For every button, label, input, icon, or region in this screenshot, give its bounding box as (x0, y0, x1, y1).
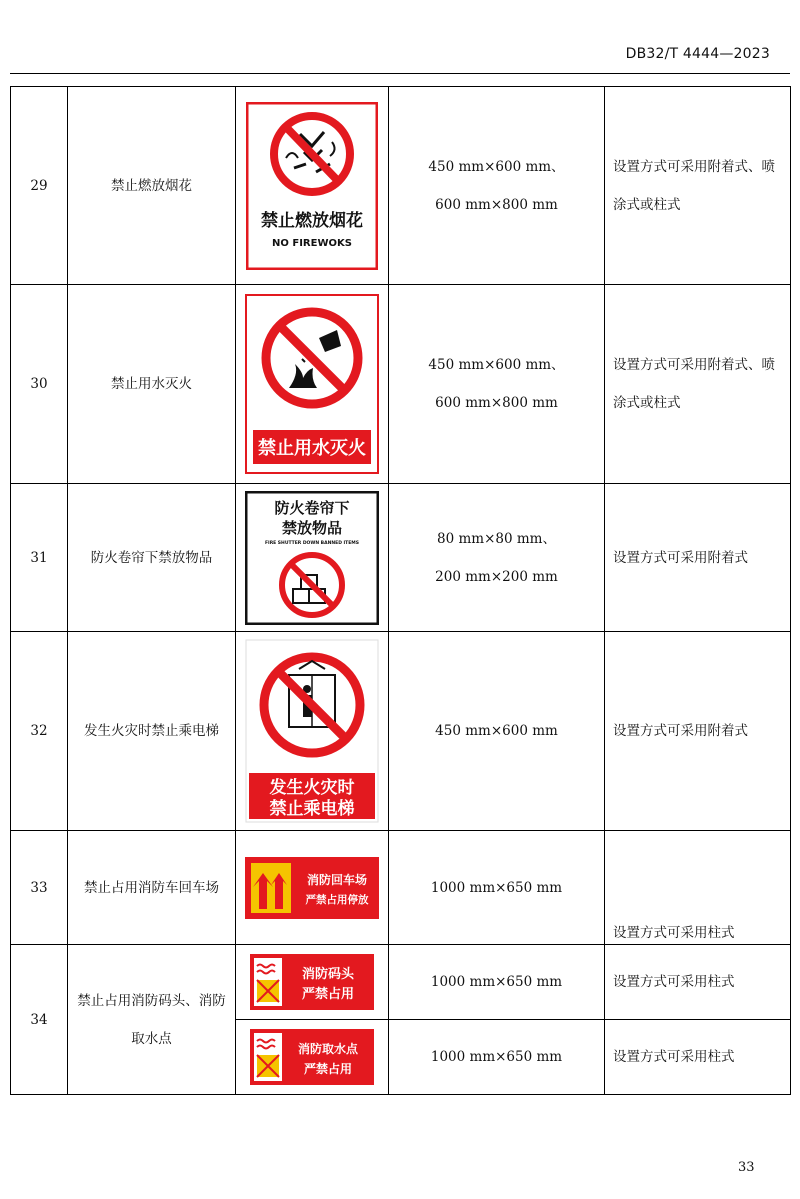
size-line: 80 mm×80 mm、 (437, 530, 556, 547)
sign-image-cell (236, 484, 389, 632)
header-rule (10, 73, 790, 74)
note-text: 设置方式可采用柱式 (613, 925, 735, 941)
sign-image-cell (236, 87, 389, 285)
row-number: 32 (11, 632, 68, 831)
table-row (11, 945, 791, 1020)
sign-subtitle: NO FIREWOKS (272, 237, 352, 249)
size-cell (389, 87, 605, 285)
sign-title-line: 禁止乘电梯 (269, 799, 355, 819)
sign-image-cell (236, 1020, 389, 1095)
size-line: 200 mm×200 mm (435, 568, 558, 585)
size-cell (389, 484, 605, 632)
sign-image-cell (236, 945, 389, 1020)
sign-name: 防火卷帘下禁放物品 (68, 484, 236, 632)
note-cell: 设置方式可采用附着式 (605, 632, 791, 831)
note-cell: 设置方式可采用柱式 (605, 1020, 791, 1095)
sign-image-cell (236, 831, 389, 945)
no-water-extinguish-sign (245, 294, 379, 474)
size-cell (389, 831, 605, 945)
note-cell: 设置方式可采用附着式 (605, 484, 791, 632)
size-line: 450 mm×600 mm、 (428, 158, 565, 175)
no-water-extinguish-icon (266, 312, 358, 404)
sign-title-line: 消防回车场 (306, 872, 368, 887)
sign-name: 禁止用水灭火 (68, 285, 236, 484)
sign-image-cell (236, 285, 389, 484)
size-line: 450 mm×600 mm (435, 723, 558, 739)
fire-water-intake-sign (250, 1029, 374, 1085)
size-cell (389, 285, 605, 484)
sign-name: 发生火灾时禁止乘电梯 (68, 632, 236, 831)
row-number: 34 (11, 945, 68, 1095)
fire-shutter-sign (245, 491, 379, 625)
size-cell (389, 632, 605, 831)
page-number: 33 (738, 1160, 755, 1175)
no-fireworks-icon (274, 116, 350, 192)
fire-dock-sign (250, 954, 374, 1010)
sign-table (10, 86, 791, 1095)
turnaround-arrows-icon (251, 863, 291, 913)
sign-title-line: 严禁占用 (303, 1062, 353, 1076)
sign-image-cell (236, 632, 389, 831)
size-line: 600 mm×800 mm (435, 395, 558, 411)
sign-name: 禁止燃放烟花 (68, 87, 236, 285)
table-row (11, 632, 791, 831)
table-row (11, 87, 791, 285)
table-row (11, 484, 791, 632)
note-cell: 设置方式可采用附着式、喷涂式或柱式 (605, 87, 791, 285)
sign-title-line: 防火卷帘下 (274, 498, 350, 517)
document-code: DB32/T 4444—2023 (625, 46, 770, 62)
sign-title: 禁止燃放烟花 (261, 210, 363, 231)
row-number: 33 (11, 831, 68, 945)
sign-title-line: 消防取水点 (297, 1042, 359, 1056)
note-cell (605, 831, 791, 945)
sign-title-line: 严禁占用 (301, 987, 355, 1002)
size-line: 450 mm×600 mm、 (428, 357, 565, 373)
note-cell: 设置方式可采用柱式 (605, 945, 791, 1020)
no-fireworks-sign (246, 102, 378, 270)
size-line: 600 mm×800 mm (435, 196, 558, 213)
fire-truck-turnaround-sign (245, 857, 379, 919)
sign-title-line: 禁放物品 (281, 518, 343, 537)
table-row (11, 831, 791, 945)
sign-title-line: 发生火灾时 (269, 778, 355, 798)
water-intake-icon (254, 1033, 282, 1081)
no-items-boxes-icon (282, 555, 342, 615)
row-number: 29 (11, 87, 68, 285)
table-row (11, 285, 791, 484)
sign-name: 禁止占用消防车回车场 (68, 831, 236, 945)
row-number: 30 (11, 285, 68, 484)
size-cell: 1000 mm×650 mm (389, 945, 605, 1020)
sign-title: 禁止用水灭火 (258, 438, 366, 459)
sign-title-line: 严禁占用停放 (305, 893, 369, 906)
sign-title-line: 消防码头 (301, 967, 355, 982)
no-elevator-icon (264, 657, 360, 753)
no-elevator-sign (245, 639, 379, 823)
row-number: 31 (11, 484, 68, 632)
sign-name: 禁止占用消防码头、消防取水点 (68, 945, 236, 1095)
sign-subtitle: FIRE SHUTTER DOWN BANNED ITEMS (264, 540, 360, 546)
size-cell: 1000 mm×650 mm (389, 1020, 605, 1095)
note-cell: 设置方式可采用附着式、喷涂式或柱式 (605, 285, 791, 484)
size-line: 1000 mm×650 mm (430, 879, 563, 896)
water-dock-icon (254, 958, 282, 1006)
